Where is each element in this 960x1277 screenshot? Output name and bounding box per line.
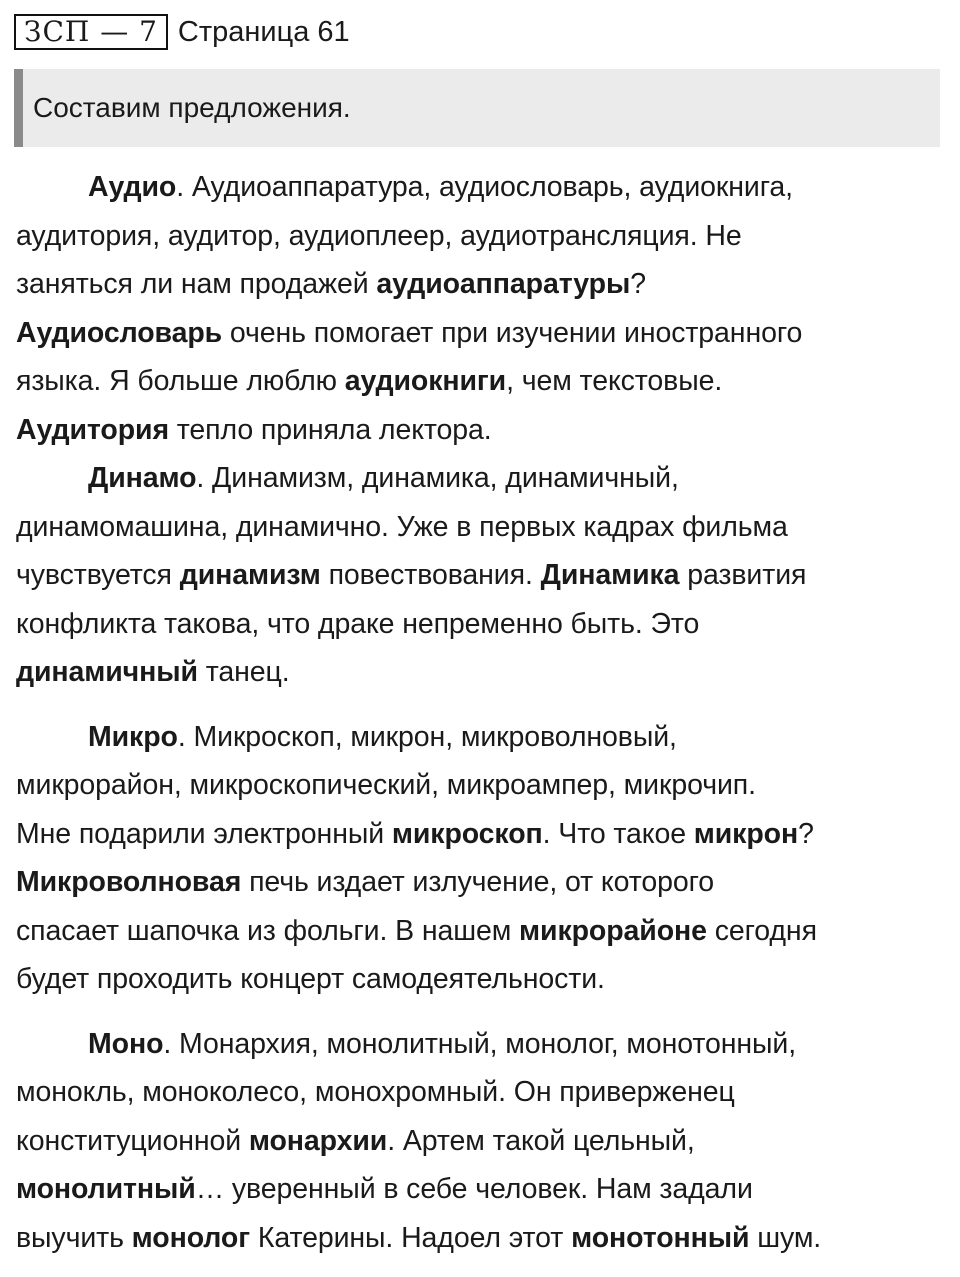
text-line	[16, 212, 951, 261]
bold-term: аудиоаппаратуры	[376, 268, 631, 300]
bold-term: монолог	[131, 1221, 251, 1254]
bold-term: Микро	[88, 720, 178, 753]
text-run: языка. Я больше люблю	[16, 365, 345, 397]
text-line	[16, 1068, 951, 1117]
text-run: чувствуется	[16, 559, 180, 591]
text-run: . Что такое	[542, 817, 694, 850]
text-run: будет проходить концерт самодеятельности.	[16, 963, 605, 995]
text-run: ?	[630, 268, 646, 300]
exercise-badge: ЗСП — 7	[14, 14, 168, 50]
page-number-label: Страница 61	[177, 16, 350, 48]
bold-term: Динамика	[540, 559, 680, 591]
bold-term: микроскоп	[391, 817, 543, 850]
answer-paragraph	[16, 454, 951, 697]
text-line	[16, 357, 951, 406]
text-run: микрорайон, микроскопический, микроампер, микрочип.	[16, 769, 756, 801]
text-run: шум.	[749, 1221, 822, 1254]
text-line	[16, 761, 951, 810]
text-line	[16, 551, 951, 600]
text-line	[16, 1020, 951, 1069]
text-run: танец.	[197, 656, 290, 688]
text-run: печь издает излучение, от которого	[241, 866, 715, 898]
text-line	[16, 406, 951, 455]
text-line	[16, 713, 951, 762]
paragraph-gap	[16, 1004, 951, 1020]
bold-term: динамичный	[16, 656, 198, 688]
text-line	[16, 600, 951, 649]
text-line	[16, 503, 951, 552]
text-run: . Монархия, монолитный, монолог, монотонный,	[163, 1027, 797, 1060]
paragraph-gap	[16, 697, 951, 713]
text-line	[16, 1214, 951, 1263]
text-run: тепло приняла лектора.	[168, 413, 492, 446]
text-run: , чем текстовые.	[506, 365, 723, 397]
page-header	[14, 12, 350, 52]
text-line	[16, 1165, 951, 1214]
bold-term: микрорайоне	[519, 914, 707, 947]
bold-term: Динамо	[88, 462, 197, 494]
text-run: сегодня	[706, 914, 817, 947]
text-run: развития	[679, 559, 807, 591]
text-line	[16, 907, 951, 956]
text-run: динамомашина, динамично. Уже в первых кадрах фильма	[16, 510, 788, 543]
text-run: ?	[798, 817, 814, 850]
bold-term: Аудитория	[16, 413, 169, 446]
text-run: выучить	[16, 1221, 132, 1254]
text-run: Катерины. Надоел этот	[250, 1221, 572, 1254]
text-run: . Артем такой цельный,	[387, 1124, 695, 1157]
bold-term: микрон	[693, 817, 799, 850]
bold-term: Моно	[88, 1027, 164, 1060]
bold-term: монотонный	[571, 1221, 750, 1254]
bold-term: Аудио	[88, 171, 177, 203]
task-instruction-box	[14, 69, 940, 147]
text-line	[16, 1117, 951, 1166]
bold-term: Микроволновая	[16, 866, 242, 898]
bold-term: аудиокниги	[344, 365, 507, 397]
text-run: … уверенный в себе человек. Нам задали	[195, 1173, 753, 1205]
text-run: . Динамизм, динамика, динамичный,	[196, 462, 679, 494]
text-line	[16, 648, 951, 697]
text-run: аудитория, аудитор, аудиоплеер, аудиотрансляция. Не	[16, 219, 742, 252]
text-run: повествования.	[320, 559, 541, 591]
bold-term: монархии	[248, 1124, 388, 1157]
text-line	[16, 309, 951, 358]
answer-paragraph	[16, 713, 951, 1004]
text-line	[16, 955, 951, 1004]
text-line	[16, 858, 951, 907]
text-run: спасает шапочка из фольги. В нашем	[16, 914, 520, 947]
text-run: очень помогает при изучении иностранного	[222, 316, 803, 349]
text-run: . Аудиоаппаратура, аудиословарь, аудиокнига,	[176, 171, 793, 203]
text-run: конфликта такова, что драке непременно быть. Это	[16, 607, 700, 640]
answer-content	[16, 163, 951, 1262]
text-run: конституционной	[16, 1124, 249, 1157]
bold-term: динамизм	[179, 559, 321, 591]
answer-paragraph	[16, 163, 951, 454]
text-run: заняться ли нам продажей	[16, 268, 377, 300]
text-run: монокль, моноколесо, монохромный. Он приверженец	[16, 1076, 735, 1108]
text-run: Мне подарили электронный	[16, 817, 392, 850]
text-line	[16, 260, 951, 309]
text-line	[16, 810, 951, 859]
text-line	[16, 163, 951, 212]
text-run: . Микроскоп, микрон, микроволновый,	[177, 720, 677, 753]
bold-term: Аудиословарь	[16, 316, 223, 349]
text-line	[16, 454, 951, 503]
bold-term: монолитный	[16, 1173, 196, 1205]
task-instruction-text: Составим предложения.	[33, 92, 351, 123]
answer-paragraph	[16, 1020, 951, 1263]
